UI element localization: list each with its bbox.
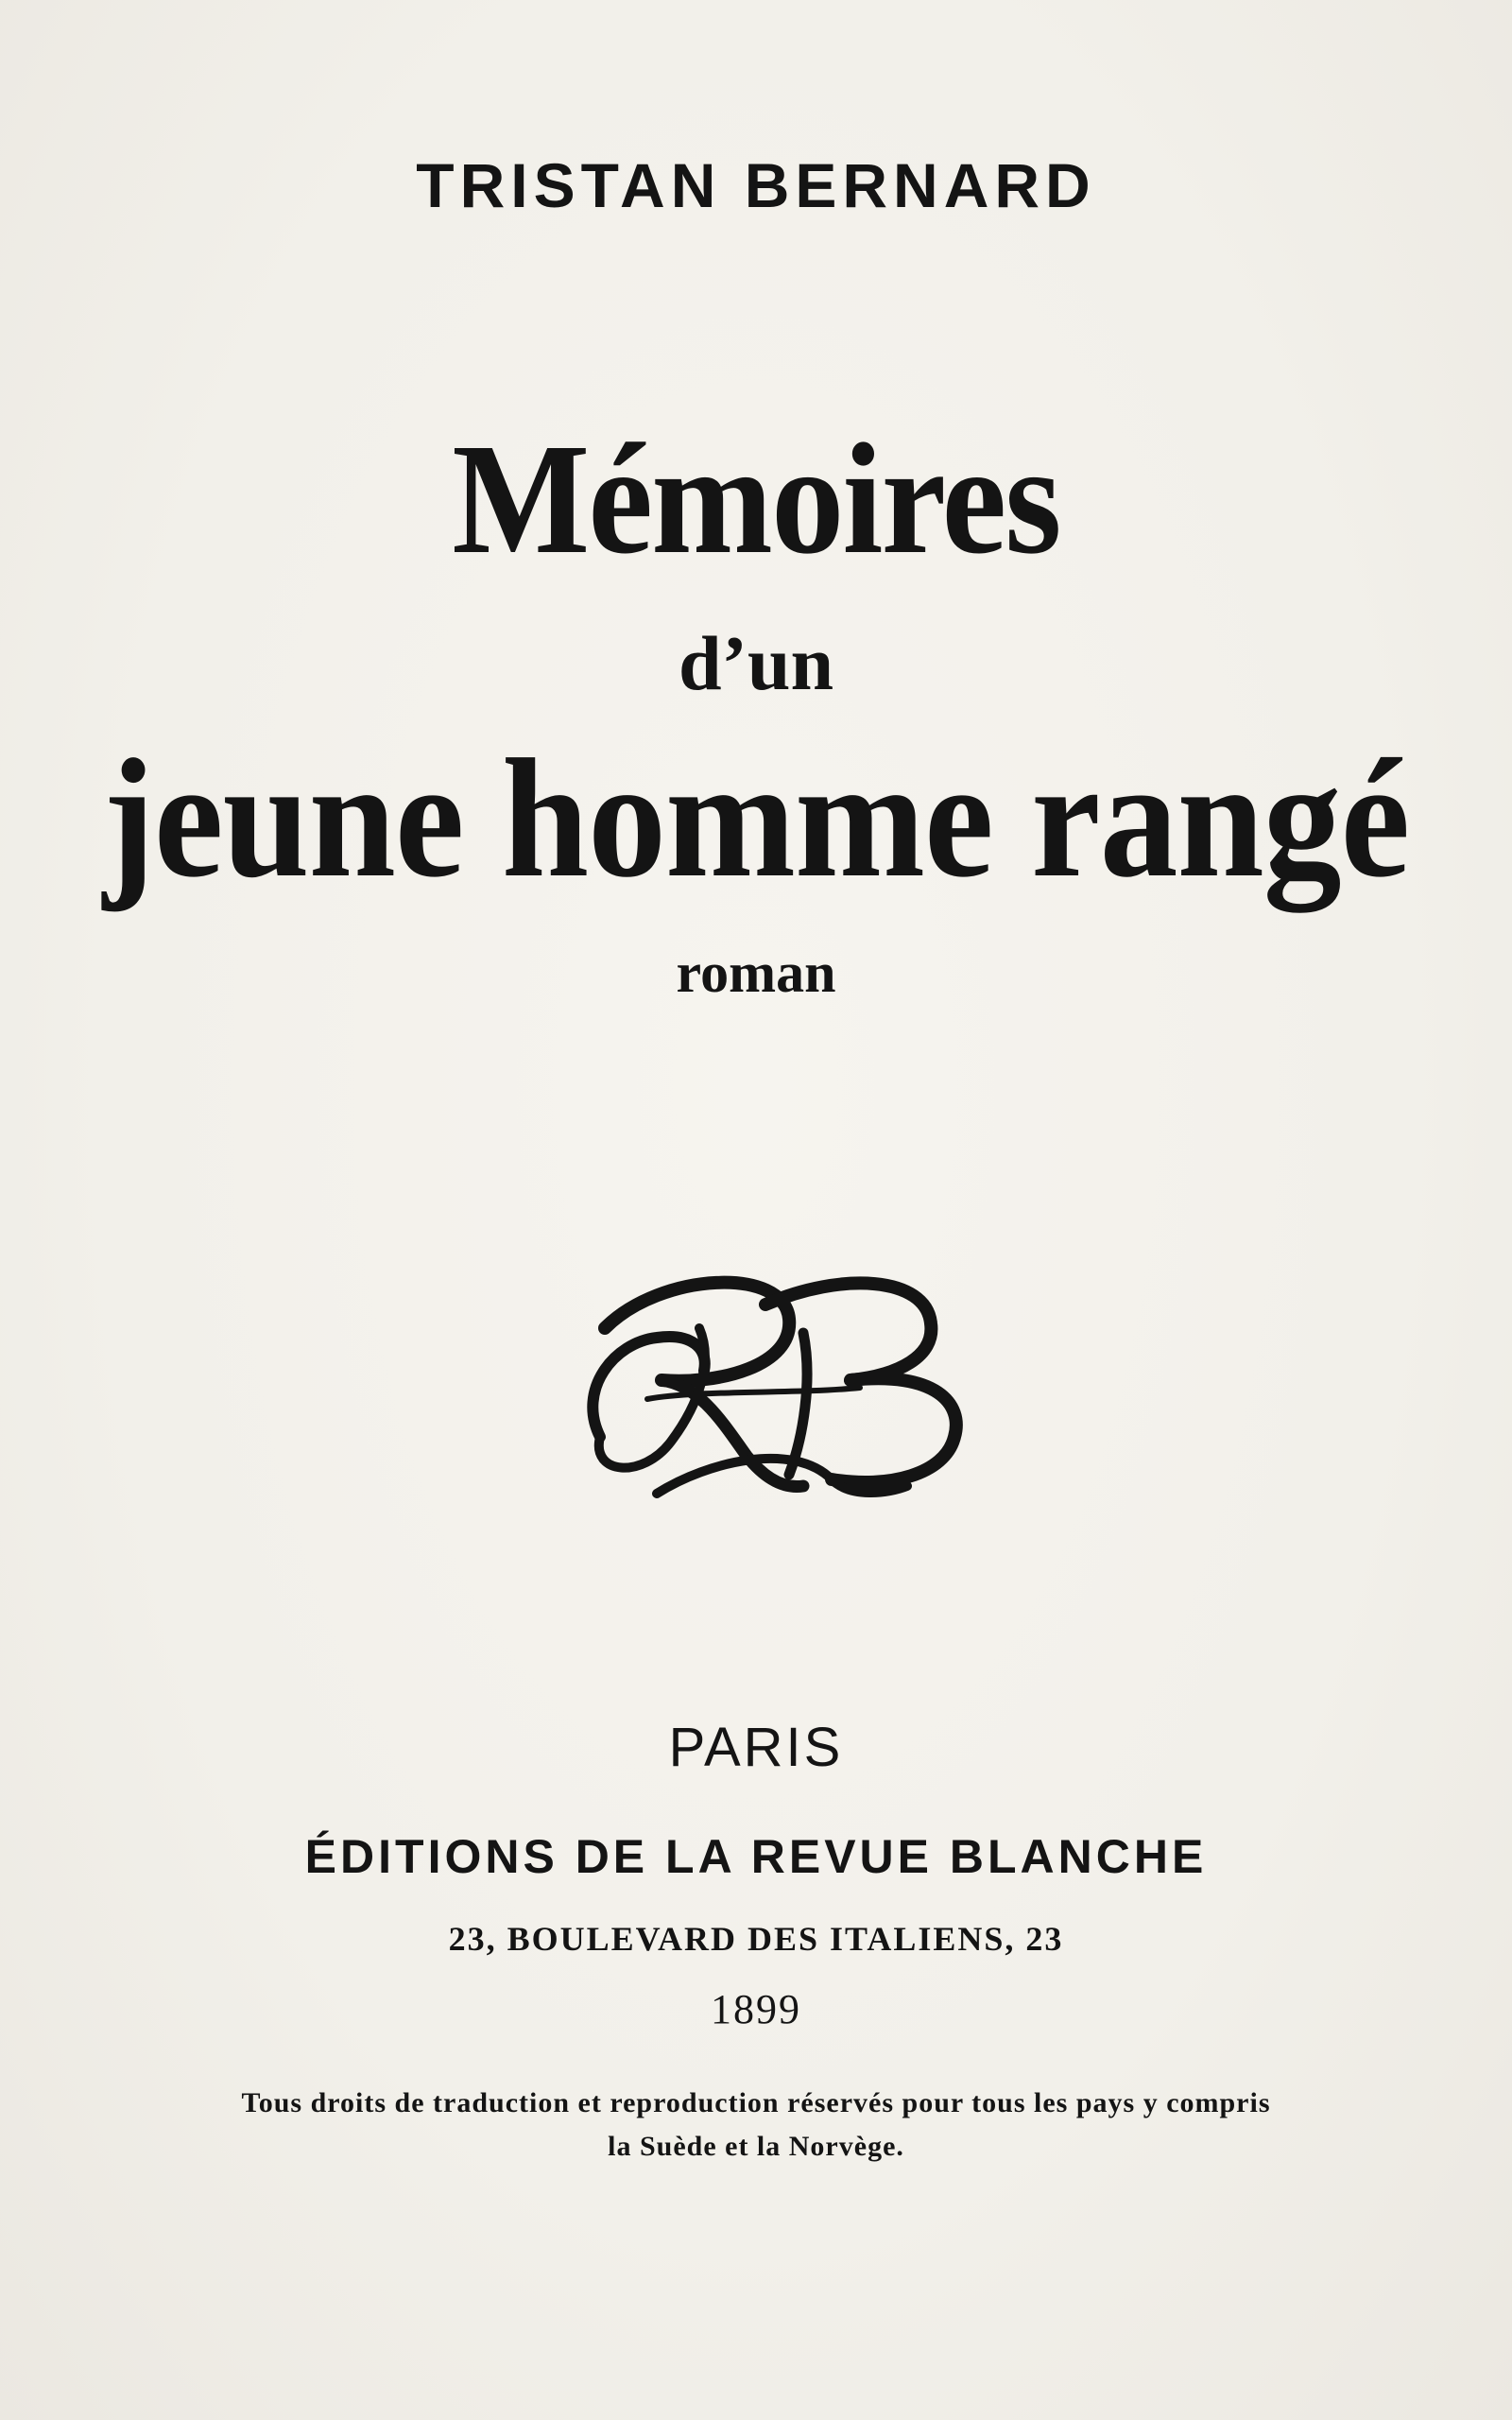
rights-notice-line-2: la Suède et la Norvège. <box>608 2131 904 2162</box>
rights-notice-line-1: Tous droits de traduction et reproduction réservés pour tous les pays y compris <box>241 2087 1271 2118</box>
publisher-address: 23, BOULEVARD DES ITALIENS, 23 <box>448 1920 1064 1958</box>
book-title-line-1: Mémoires <box>452 411 1060 587</box>
publication-year: 1899 <box>711 1986 801 2032</box>
book-title-line-3: jeune homme rangé <box>102 724 1410 912</box>
genre-label: roman <box>676 942 836 1004</box>
publisher-monogram-icon <box>548 1238 1002 1522</box>
book-title-line-2: d’un <box>678 620 834 706</box>
author-name: TRISTAN BERNARD <box>416 150 1096 220</box>
publication-city: PARIS <box>668 1717 844 1778</box>
publisher-name: ÉDITIONS DE LA REVUE BLANCHE <box>304 1830 1208 1883</box>
